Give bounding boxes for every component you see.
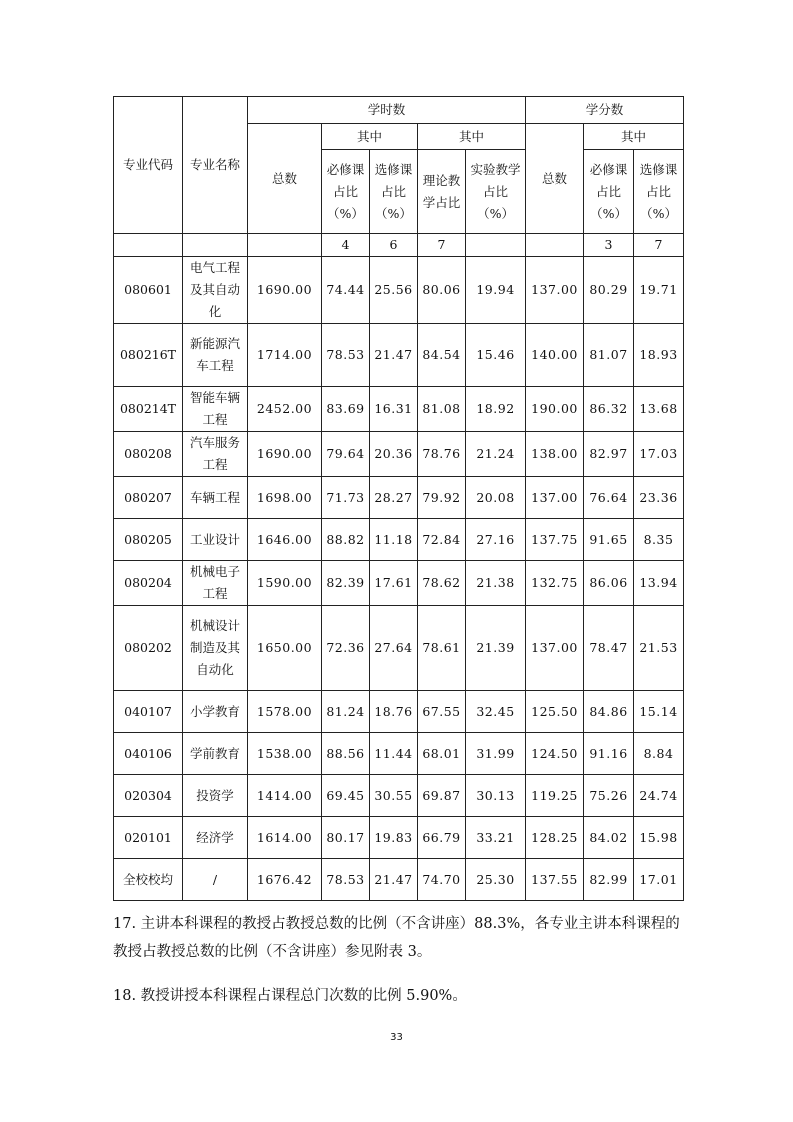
major-name: 智能车辆工程 (183, 387, 248, 432)
major-code: 080214T (114, 387, 183, 432)
total-credits: 138.00 (526, 432, 584, 477)
header-name: 专业名称 (183, 97, 248, 234)
table-row (114, 477, 684, 519)
experiment-ratio: 33.21 (466, 817, 526, 859)
credit-required-ratio: 84.86 (584, 691, 634, 733)
experiment-ratio: 30.13 (466, 775, 526, 817)
total-credits: 119.25 (526, 775, 584, 817)
sub-empty (114, 234, 183, 257)
theory-ratio: 66.79 (418, 817, 466, 859)
elective-ratio: 11.18 (370, 519, 418, 561)
major-code: 080204 (114, 561, 183, 606)
total-credits: 190.00 (526, 387, 584, 432)
required-ratio: 69.45 (322, 775, 370, 817)
table-row (114, 324, 684, 387)
experiment-ratio: 19.94 (466, 257, 526, 324)
credit-required-ratio: 86.32 (584, 387, 634, 432)
theory-ratio: 67.55 (418, 691, 466, 733)
page-number: 33 (390, 1032, 403, 1043)
elective-ratio: 18.76 (370, 691, 418, 733)
sub-elective: 6 (370, 234, 418, 257)
credit-elective-ratio: 8.35 (634, 519, 684, 561)
total-hours: 1650.00 (248, 606, 322, 691)
total-hours: 1578.00 (248, 691, 322, 733)
required-ratio: 78.53 (322, 324, 370, 387)
total-hours: 1590.00 (248, 561, 322, 606)
credit-elective-ratio: 15.98 (634, 817, 684, 859)
major-name: 车辆工程 (183, 477, 248, 519)
header-total-hours: 总数 (248, 124, 322, 234)
theory-ratio: 78.76 (418, 432, 466, 477)
theory-ratio: 69.87 (418, 775, 466, 817)
credit-required-ratio: 80.29 (584, 257, 634, 324)
sub-empty (526, 234, 584, 257)
paragraph-17: 17. 主讲本科课程的教授占教授总数的比例（不含讲座）88.3%，各专业主讲本科课程的教授占教授总数的比例（不含讲座）参见附表 3。 (113, 916, 680, 960)
sub-credit-elective: 7 (634, 234, 684, 257)
major-code: 020304 (114, 775, 183, 817)
credit-elective-ratio: 17.03 (634, 432, 684, 477)
header-among-3: 其中 (584, 124, 684, 150)
credit-required-ratio: 82.99 (584, 859, 634, 901)
experiment-ratio: 21.38 (466, 561, 526, 606)
table-row (114, 387, 684, 432)
experiment-ratio: 15.46 (466, 324, 526, 387)
table-row (114, 775, 684, 817)
credit-required-ratio: 78.47 (584, 606, 634, 691)
table-row (114, 432, 684, 477)
credit-elective-ratio: 13.68 (634, 387, 684, 432)
total-credits: 125.50 (526, 691, 584, 733)
sub-empty (466, 234, 526, 257)
total-hours: 1646.00 (248, 519, 322, 561)
elective-ratio: 30.55 (370, 775, 418, 817)
major-name: 机械电子工程 (183, 561, 248, 606)
major-code: 040107 (114, 691, 183, 733)
theory-ratio: 84.54 (418, 324, 466, 387)
total-hours: 1414.00 (248, 775, 322, 817)
header-experiment-ratio: 实验教学占比（%） (466, 150, 526, 234)
required-ratio: 82.39 (322, 561, 370, 606)
theory-ratio: 78.61 (418, 606, 466, 691)
experiment-ratio: 21.39 (466, 606, 526, 691)
sub-theory: 7 (418, 234, 466, 257)
total-hours: 1690.00 (248, 432, 322, 477)
major-code: 080205 (114, 519, 183, 561)
required-ratio: 79.64 (322, 432, 370, 477)
total-hours: 1698.00 (248, 477, 322, 519)
required-ratio: 80.17 (322, 817, 370, 859)
experiment-ratio: 31.99 (466, 733, 526, 775)
theory-ratio: 72.84 (418, 519, 466, 561)
major-name: 新能源汽车工程 (183, 324, 248, 387)
major-code: 020101 (114, 817, 183, 859)
elective-ratio: 21.47 (370, 324, 418, 387)
major-name: 小学教育 (183, 691, 248, 733)
theory-ratio: 81.08 (418, 387, 466, 432)
paragraph-18: 18. 教授讲授本科课程占课程总门次数的比例 5.90%。 (113, 988, 467, 1004)
elective-ratio: 25.56 (370, 257, 418, 324)
credit-elective-ratio: 21.53 (634, 606, 684, 691)
credit-required-ratio: 82.97 (584, 432, 634, 477)
total-hours: 1614.00 (248, 817, 322, 859)
header-required-ratio: 必修课占比（%） (322, 150, 370, 234)
total-credits: 137.55 (526, 859, 584, 901)
sub-credit-required: 3 (584, 234, 634, 257)
elective-ratio: 27.64 (370, 606, 418, 691)
credit-required-ratio: 86.06 (584, 561, 634, 606)
credit-required-ratio: 75.26 (584, 775, 634, 817)
header-among-2: 其中 (418, 124, 526, 150)
total-credits: 124.50 (526, 733, 584, 775)
header-total-credits: 总数 (526, 124, 584, 234)
elective-ratio: 28.27 (370, 477, 418, 519)
experiment-ratio: 18.92 (466, 387, 526, 432)
major-name: 工业设计 (183, 519, 248, 561)
total-credits: 132.75 (526, 561, 584, 606)
theory-ratio: 68.01 (418, 733, 466, 775)
elective-ratio: 17.61 (370, 561, 418, 606)
credit-required-ratio: 91.16 (584, 733, 634, 775)
credit-elective-ratio: 17.01 (634, 859, 684, 901)
theory-ratio: 78.62 (418, 561, 466, 606)
credit-elective-ratio: 18.93 (634, 324, 684, 387)
table-row (114, 733, 684, 775)
theory-ratio: 80.06 (418, 257, 466, 324)
course-hours-table (113, 96, 684, 901)
credit-required-ratio: 76.64 (584, 477, 634, 519)
experiment-ratio: 27.16 (466, 519, 526, 561)
credit-elective-ratio: 23.36 (634, 477, 684, 519)
required-ratio: 81.24 (322, 691, 370, 733)
major-code: 080207 (114, 477, 183, 519)
table-row (114, 519, 684, 561)
credit-elective-ratio: 13.94 (634, 561, 684, 606)
major-code: 040106 (114, 733, 183, 775)
experiment-ratio: 20.08 (466, 477, 526, 519)
required-ratio: 74.44 (322, 257, 370, 324)
required-ratio: 88.56 (322, 733, 370, 775)
header-among-1: 其中 (322, 124, 418, 150)
total-credits: 137.00 (526, 606, 584, 691)
major-name: 投资学 (183, 775, 248, 817)
theory-ratio: 74.70 (418, 859, 466, 901)
header-theory-ratio: 理论教学占比 (418, 150, 466, 234)
required-ratio: 88.82 (322, 519, 370, 561)
required-ratio: 71.73 (322, 477, 370, 519)
table-row (114, 817, 684, 859)
experiment-ratio: 21.24 (466, 432, 526, 477)
elective-ratio: 11.44 (370, 733, 418, 775)
elective-ratio: 20.36 (370, 432, 418, 477)
header-credit-elective-ratio: 选修课占比（%） (634, 150, 684, 234)
credit-elective-ratio: 19.71 (634, 257, 684, 324)
major-name: 电气工程及其自动化 (183, 257, 248, 324)
total-hours: 1690.00 (248, 257, 322, 324)
table-row (114, 691, 684, 733)
total-credits: 137.00 (526, 257, 584, 324)
major-name: 学前教育 (183, 733, 248, 775)
major-name: 汽车服务工程 (183, 432, 248, 477)
elective-ratio: 21.47 (370, 859, 418, 901)
credit-required-ratio: 81.07 (584, 324, 634, 387)
total-credits: 137.00 (526, 477, 584, 519)
major-code: 080601 (114, 257, 183, 324)
table-row (114, 606, 684, 691)
credit-required-ratio: 91.65 (584, 519, 634, 561)
elective-ratio: 19.83 (370, 817, 418, 859)
header-hours-group: 学时数 (248, 97, 526, 124)
required-ratio: 72.36 (322, 606, 370, 691)
experiment-ratio: 25.30 (466, 859, 526, 901)
header-credits-group: 学分数 (526, 97, 684, 124)
sub-empty (248, 234, 322, 257)
required-ratio: 83.69 (322, 387, 370, 432)
major-name: 机械设计制造及其自动化 (183, 606, 248, 691)
credit-elective-ratio: 8.84 (634, 733, 684, 775)
table-row (114, 859, 684, 901)
total-credits: 140.00 (526, 324, 584, 387)
table-row (114, 257, 684, 324)
total-credits: 128.25 (526, 817, 584, 859)
total-hours: 1676.42 (248, 859, 322, 901)
major-name: 经济学 (183, 817, 248, 859)
theory-ratio: 79.92 (418, 477, 466, 519)
total-hours: 1538.00 (248, 733, 322, 775)
total-credits: 137.75 (526, 519, 584, 561)
credit-elective-ratio: 15.14 (634, 691, 684, 733)
header-elective-ratio: 选修课占比（%） (370, 150, 418, 234)
sub-required: 4 (322, 234, 370, 257)
required-ratio: 78.53 (322, 859, 370, 901)
major-code: 080202 (114, 606, 183, 691)
major-code: 080216T (114, 324, 183, 387)
credit-elective-ratio: 24.74 (634, 775, 684, 817)
elective-ratio: 16.31 (370, 387, 418, 432)
credit-required-ratio: 84.02 (584, 817, 634, 859)
major-code: 全校校均 (114, 859, 183, 901)
header-credit-required-ratio: 必修课占比（%） (584, 150, 634, 234)
total-hours: 2452.00 (248, 387, 322, 432)
major-code: 080208 (114, 432, 183, 477)
sub-empty (183, 234, 248, 257)
table-row (114, 561, 684, 606)
total-hours: 1714.00 (248, 324, 322, 387)
experiment-ratio: 32.45 (466, 691, 526, 733)
header-code: 专业代码 (114, 97, 183, 234)
major-name: / (183, 859, 248, 901)
